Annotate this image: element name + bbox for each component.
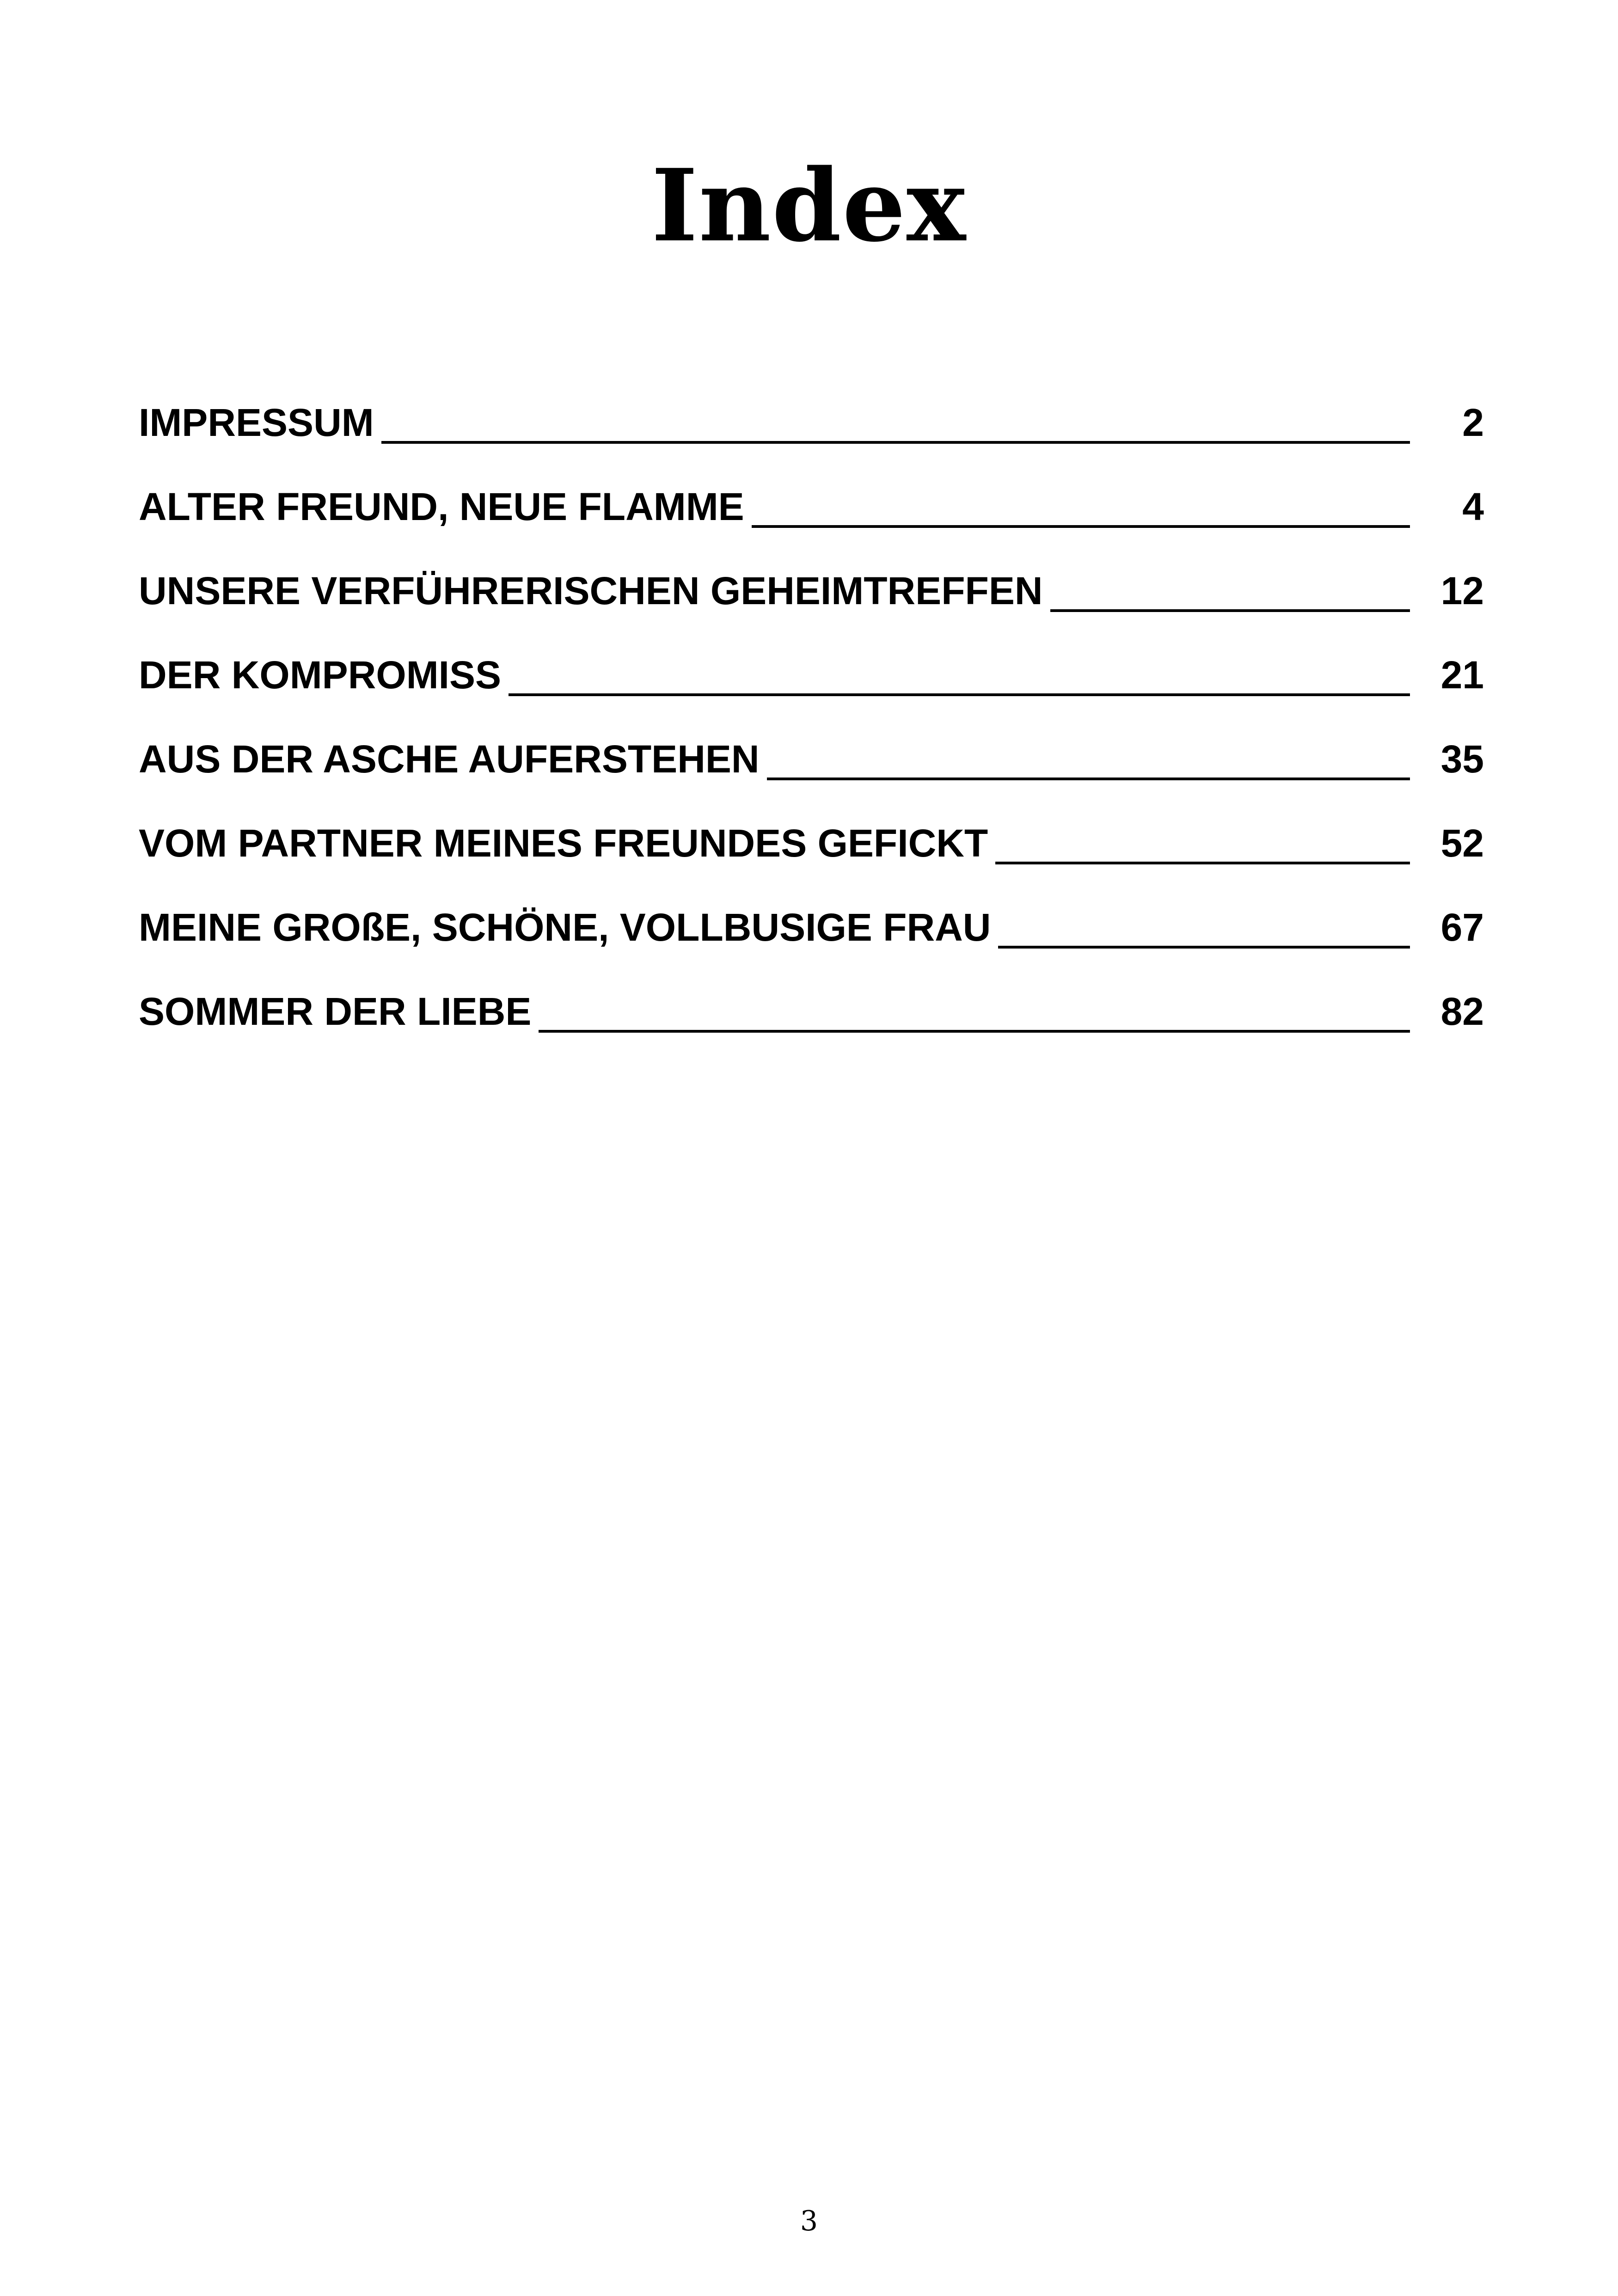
toc-entry-alter-freund-neue-flamme[interactable] — [139, 454, 1484, 538]
toc-entry-sommer-der-liebe[interactable] — [139, 959, 1484, 1043]
toc-entry-aus-der-asche-auferstehen[interactable] — [139, 706, 1484, 790]
toc-leader-line — [998, 946, 1410, 949]
toc-entry-label: AUS DER ASCHE AUFERSTEHEN — [139, 737, 760, 781]
toc-entry-label: VOM PARTNER MEINES FREUNDES GEFICKT — [139, 821, 988, 865]
toc-entry-page: 82 — [1440, 990, 1484, 1033]
toc-leader-line — [995, 862, 1410, 864]
toc-leader-line — [509, 693, 1410, 696]
toc-entry-page: 12 — [1440, 569, 1484, 612]
toc-entry-der-kompromiss[interactable] — [139, 622, 1484, 706]
toc-entry-page: 4 — [1462, 485, 1484, 528]
toc-entry-unsere-verfuehrerischen-geheimtreffen[interactable] — [139, 538, 1484, 622]
toc-entry-impressum[interactable] — [139, 370, 1484, 454]
toc-leader-line — [752, 525, 1410, 528]
toc-entry-label: ALTER FREUND, NEUE FLAMME — [139, 485, 744, 528]
toc-entry-vom-partner-meines-freundes[interactable] — [139, 790, 1484, 875]
toc-entry-page: 67 — [1440, 906, 1484, 949]
toc-leader-line — [539, 1030, 1410, 1033]
toc-leader-line — [1050, 609, 1410, 612]
page-title: Index — [651, 147, 967, 264]
page-number: 3 — [800, 2205, 818, 2237]
toc-leader-line — [767, 778, 1410, 780]
toc-entry-label: SOMMER DER LIEBE — [139, 990, 532, 1033]
toc-entry-page: 52 — [1440, 821, 1484, 865]
toc-entry-page: 21 — [1440, 653, 1484, 697]
toc-entry-page: 35 — [1440, 737, 1484, 781]
toc-entry-label: UNSERE VERFÜHRERISCHEN GEHEIMTREFFEN — [139, 569, 1043, 612]
toc-leader-line — [381, 441, 1410, 444]
toc-entry-page: 2 — [1462, 401, 1484, 444]
toc-entry-label: IMPRESSUM — [139, 401, 374, 444]
toc-entry-label: DER KOMPROMISS — [139, 653, 502, 697]
table-of-contents — [139, 370, 1484, 1043]
toc-entry-label: MEINE GROßE, SCHÖNE, VOLLBUSIGE FRAU — [139, 906, 991, 949]
toc-entry-meine-grosse-schoene-frau[interactable] — [139, 875, 1484, 959]
